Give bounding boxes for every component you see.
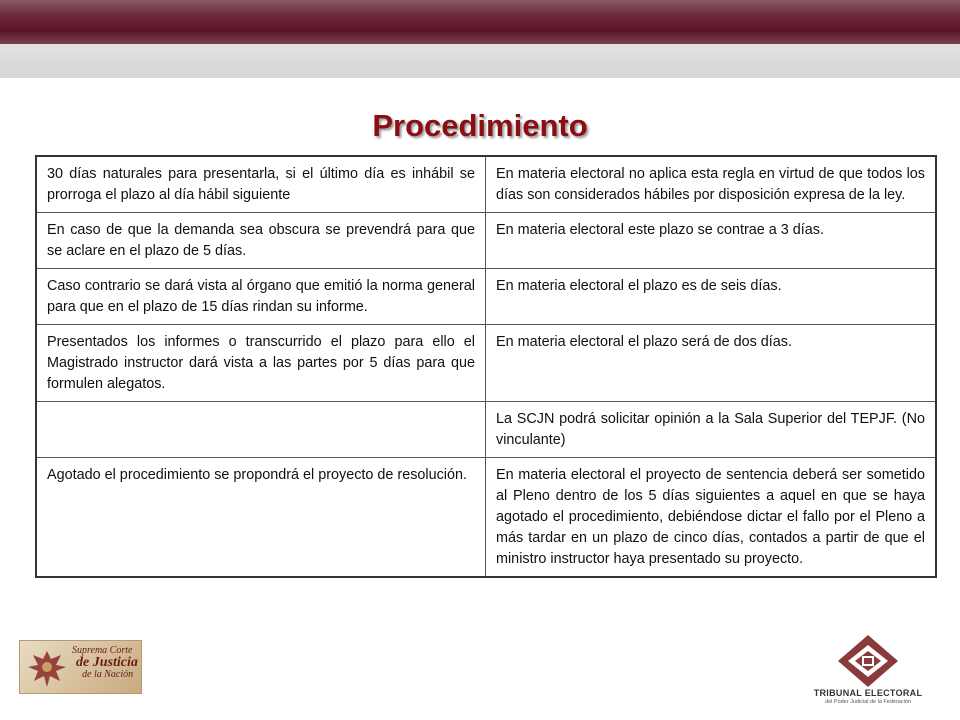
table-cell-right: En materia electoral este plazo se contrae a 3 días. — [486, 213, 937, 269]
scjn-logo-line2: de Justicia — [76, 655, 138, 670]
scjn-logo-line1: Suprema Corte — [72, 645, 133, 656]
table-cell-right: En materia electoral el plazo es de seis días. — [486, 269, 937, 325]
tribunal-emblem-icon — [828, 634, 908, 688]
table-cell-right: En materia electoral no aplica esta regla en virtud de que todos los días son considerados hábiles por disposición expresa de la ley. — [486, 156, 937, 213]
table-cell-left: Caso contrario se dará vista al órgano que emitió la norma general para que en el plazo de 15 días rindan su informe. — [36, 269, 486, 325]
tribunal-logo-name: TRIBUNAL ELECTORAL — [813, 688, 923, 698]
table-row — [36, 269, 936, 325]
scjn-logo — [19, 640, 142, 694]
table-cell-right: En materia electoral el proyecto de sentencia deberá ser sometido al Pleno dentro de los 5 días siguientes a aquel en que se haya agotado el procedimiento, debiéndose dictar el fallo por el Pleno a más tardar en un plazo de cinco días, contados a partir de que el ministro instructor haya presentado su proyecto. — [486, 458, 937, 578]
table-cell-left: Agotado el procedimiento se propondrá el proyecto de resolución. — [36, 458, 486, 578]
table-cell-left: 30 días naturales para presentarla, si el último día es inhábil se prorroga el plazo al día hábil siguiente — [36, 156, 486, 213]
procedure-table — [35, 155, 937, 578]
header-band — [0, 0, 960, 44]
table-row — [36, 458, 936, 578]
header-subband — [0, 44, 960, 78]
tribunal-logo-subtitle: del Poder Judicial de la Federación — [825, 699, 911, 705]
tribunal-electoral-logo — [808, 634, 928, 710]
table-row — [36, 325, 936, 402]
slide-title: Procedimiento — [372, 108, 588, 143]
table-cell-right: La SCJN podrá solicitar opinión a la Sala Superior del TEPJF. (No vinculante) — [486, 402, 937, 458]
eagle-icon — [24, 645, 70, 691]
table-cell-left: Presentados los informes o transcurrido el plazo para ello el Magistrado instructor dará vista a las partes por 5 días para que formulen alegatos. — [36, 325, 486, 402]
scjn-logo-line3: de la Nación — [82, 669, 134, 680]
table-cell-left-empty — [36, 402, 486, 458]
table-row — [36, 213, 936, 269]
table-cell-left: En caso de que la demanda sea obscura se prevendrá para que se aclare en el plazo de 5 días. — [36, 213, 486, 269]
table-cell-right: En materia electoral el plazo será de dos días. — [486, 325, 937, 402]
table-row — [36, 402, 936, 458]
table-row — [36, 156, 936, 213]
